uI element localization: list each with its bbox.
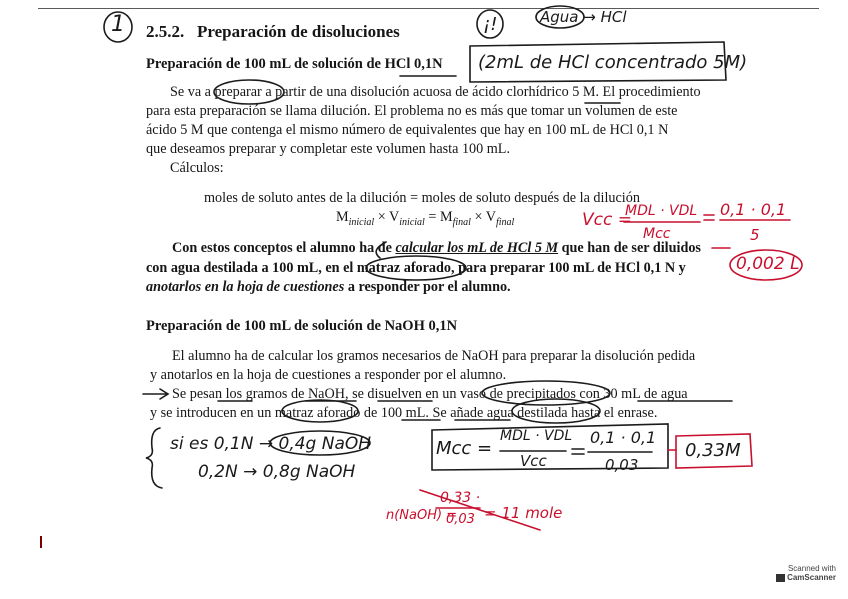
- brace-mark: [146, 428, 162, 488]
- handwritten-mcc-lhs: Mcc =: [436, 438, 493, 459]
- hcl-para-line: para esta preparación se llama dilución. El problema no es más que tomar un volumen de este: [146, 103, 678, 119]
- handwritten-vcc-eq2-num: 0,1 · 0,1: [720, 200, 787, 219]
- vcc-equals-mark: [704, 215, 714, 220]
- handwritten-vcc-den: Mcc: [643, 226, 671, 242]
- handwritten-box-note: (2mL de HCl concentrado 5M): [478, 52, 748, 73]
- handwritten-exclaim: ¡!: [483, 14, 498, 35]
- section-title: [146, 22, 400, 42]
- handwritten-mcc-num: MDL · VDL: [500, 428, 573, 444]
- hcl-para-line: Se va a preparar a partir de una disolución acuosa de ácido clorhídrico 5 M. El procedimiento: [170, 84, 701, 100]
- mcc-equals-mark: [572, 449, 584, 454]
- handwritten-vcc-result: 0,002 L: [736, 254, 800, 274]
- handwritten-mcc-eq2-num: 0,1 · 0,1: [590, 428, 657, 447]
- margin-marks: [40, 536, 42, 548]
- handwritten-agua-hcl: Agua → HCl: [540, 8, 627, 26]
- handwritten-mcc-den: Vcc: [520, 452, 547, 470]
- hcl-heading: Preparación de 100 mL de solución de HCl 0,1N: [146, 56, 443, 72]
- hcl-para-line: ácido 5 M que contenga el mismo número de equivalentes que hay en 100 mL de HCl 0,1 N: [146, 122, 669, 138]
- handwritten-n-den: 0,03: [446, 512, 475, 527]
- camscanner-badge: [770, 564, 836, 588]
- naoh-para-line: El alumno ha de calcular los gramos necesarios de NaOH para preparar la disolución pedida: [172, 348, 696, 364]
- naoh-para-line: y anotarlos en la hoja de cuestiones a responder por el alumno.: [150, 367, 507, 383]
- handwritten-mcc-eq2-den: 0,03: [605, 456, 639, 474]
- top-rule: [38, 8, 819, 9]
- calc-label: Cálculos:: [170, 160, 224, 176]
- naoh-heading: Preparación de 100 mL de solución de NaOH 0,1N: [146, 318, 458, 334]
- handwritten-vcc-lhs: Vcc =: [582, 210, 632, 230]
- handwritten-case-2: 0,2N → 0,8g NaOH: [198, 462, 356, 482]
- formula-text: moles de soluto antes de la dilución = moles de soluto después de la dilución: [204, 190, 640, 206]
- naoh-para-line: y se introducen en un matraz aforado de 100 mL. Se añade agua destilada hasta el enrase.: [150, 405, 658, 421]
- handwritten-vcc-eq2-den: 5: [750, 226, 760, 244]
- hcl-bold-para-line3: anotarlos en la hoja de cuestiones a responder por el alumno.: [146, 279, 511, 295]
- formula-equation: $M_{inicial} \times V_{inicial} = M_{final} \times V_{final}$: [336, 209, 515, 228]
- badge-line1: Scanned with: [787, 564, 836, 573]
- handwritten-n-result: = 11 mole: [484, 504, 563, 522]
- section-number: 2.5.2.: [146, 22, 185, 41]
- handwritten-vcc-num: MDL · VDL: [625, 203, 698, 219]
- section-title-text: Preparación de disoluciones: [197, 22, 400, 41]
- handwritten-mcc-result: 0,33M: [685, 440, 741, 461]
- badge-line2: CamScanner: [770, 573, 836, 582]
- handwritten-circle-number: 1: [111, 12, 125, 37]
- hcl-bold-para-line1: Con estos conceptos el alumno ha de calcular los mL de HCl 5 M que han de ser diluidos: [172, 240, 701, 256]
- camscanner-logo-icon: [776, 574, 785, 582]
- handwritten-n-num: 0,33 ·: [440, 490, 481, 506]
- hcl-bold-para-line2: con agua destilada a 100 mL, en el matraz aforado, para preparar 100 mL de HCl 0,1 N y: [146, 260, 686, 276]
- handwritten-n-lhs: n(NaOH) =: [386, 508, 458, 523]
- margin-tick: [40, 536, 42, 548]
- naoh-para-line: Se pesan los gramos de NaOH, se disuelven en un vaso de precipitados con 30 mL de agua: [172, 386, 688, 402]
- handwritten-case-1: si es 0,1N → 0,4g NaOH: [170, 434, 372, 454]
- arrow-mark: [143, 389, 168, 399]
- hcl-para-line: que deseamos preparar y completar este volumen hasta 100 mL.: [146, 141, 511, 157]
